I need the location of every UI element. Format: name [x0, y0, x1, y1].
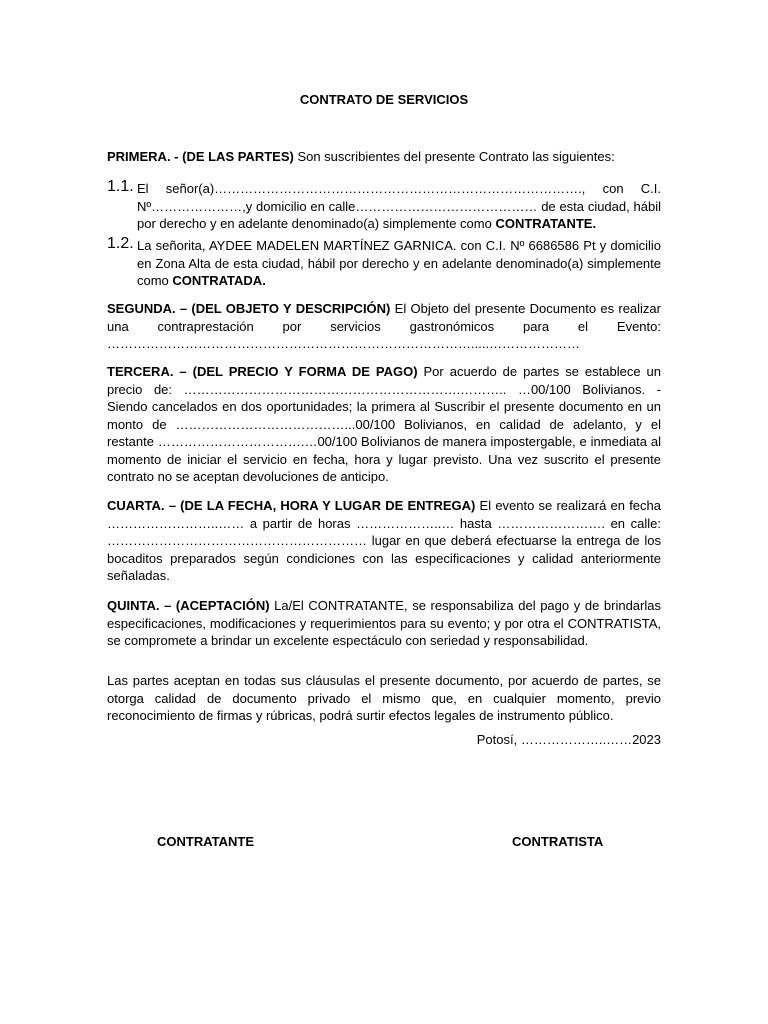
clause-tercera-heading: TERCERA. – (DEL PRECIO Y FORMA DE PAGO)	[107, 364, 418, 379]
clause-segunda-heading: SEGUNDA. – (DEL OBJETO Y DESCRIPCIÓN)	[107, 301, 391, 316]
clause-segunda	[107, 300, 661, 353]
signature-contratante: CONTRATANTE	[157, 834, 255, 849]
party-item-1-number: 1.1.	[107, 178, 134, 195]
clause-primera-text: Son suscribientes del presente Contrato las siguientes:	[293, 149, 615, 164]
party-item-2	[107, 237, 661, 290]
clause-primera	[107, 148, 661, 166]
clause-quinta	[107, 597, 661, 650]
party-item-2-text: La señorita, AYDEE MADELEN MARTÍNEZ GARNICA. con C.I. Nº 6686586 Pt y domicilio en Zona Alta de esta ciudad, hábil por derecho y en adelante denominado(a) simplemente como	[137, 238, 661, 288]
clause-primera-heading: PRIMERA. - (DE LAS PARTES)	[107, 149, 294, 164]
party-item-2-number: 1.2.	[107, 235, 134, 252]
signature-contratista: CONTRATISTA	[512, 834, 604, 849]
closing-paragraph: Las partes aceptan en todas sus cláusulas el presente documento, por acuerdo de partes, se otorga calidad de documento privado el mismo que, en cualquier momento, previo reconocimiento de firmas y rúbricas, podrá surtir efectos legales de instrumento público.	[107, 673, 661, 723]
clause-quinta-text: La/El CONTRATANTE, se responsabiliza del pago y de brindarlas especificaciones, modificaciones y requerimientos para su evento; y por otra el CONTRATISTA, se compromete a brindar un excelente espectáculo con seriedad y responsabilidad.	[107, 598, 661, 648]
clause-quinta-heading: QUINTA. – (ACEPTACIÓN)	[107, 598, 270, 613]
clause-cuarta	[107, 497, 661, 585]
party-item-1	[107, 180, 661, 233]
clause-segunda-text: El Objeto del presente Documento es realizar una contraprestación por servicios gastronómicos para el Evento: ………………………………………………………………………….....…………………	[107, 301, 661, 351]
document-title: CONTRATO DE SERVICIOS	[299, 92, 469, 107]
party-item-1-role: CONTRATANTE.	[495, 216, 597, 231]
party-item-1-text: El señor(a)…………………………………………………………………………., con C.I. Nº…………………,y domicilio en calle…………………………………… de esta ciudad, hábil por derecho y en adelante denominado(a) simplemente como	[137, 181, 661, 231]
clause-cuarta-text: El evento se realizará en fecha ……………………..…… a partir de horas ………………..… hasta ……………………. en calle: …………………………………………………… lugar en que deberá efectuarse la entrega de los bocaditos preparados según condiciones con las especificaciones y calidad anteriormente señaladas.	[107, 498, 661, 583]
clause-tercera	[107, 363, 661, 486]
party-item-2-role: CONTRATADA.	[172, 273, 266, 288]
clause-tercera-text: Por acuerdo de partes se establece un precio de: ……………………………………………………….……….. …00/100 Bolivianos. - Siendo cancelados en dos oportunidades; la primera al Suscribir el presente documento en un monto de …………………………………...00/100 Bolivianos, en calidad de adelanto, y el restante …………………………….…00/100 Bolivianos de manera impostergable, e inmediata al momento de iniciar el servicio en fecha, hora y lugar previsto. Una vez suscrito el presente contrato no se aceptan devoluciones de anticipo.	[107, 364, 661, 484]
place-date: Potosí, ………………..……2023	[476, 732, 661, 747]
clause-cuarta-heading: CUARTA. – (DE LA FECHA, HORA Y LUGAR DE ENTREGA)	[107, 498, 476, 513]
party-item-2-body	[137, 237, 661, 290]
party-item-1-body	[137, 180, 661, 233]
